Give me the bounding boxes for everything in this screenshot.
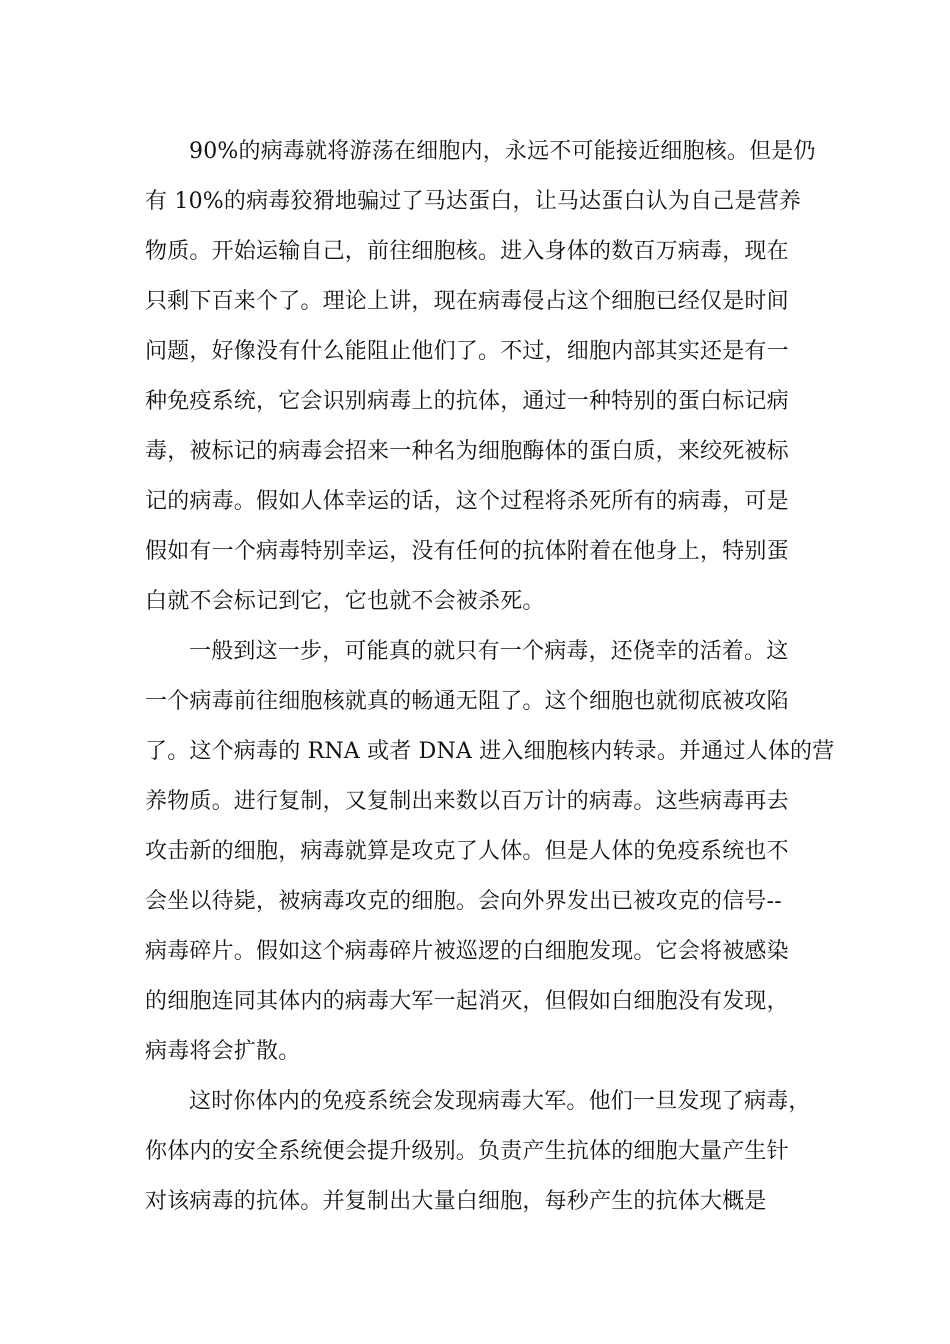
paragraph-2 [145, 633, 835, 1083]
text-line: 养物质。进行复制，又复制出来数以百万计的病毒。这些病毒再去 [145, 789, 789, 814]
text-line: 病毒碎片。假如这个病毒碎片被巡逻的白细胞发现。它会将被感染 [145, 939, 789, 964]
text-line: 种免疫系统，它会识别病毒上的抗体，通过一种特别的蛋白标记病 [145, 389, 789, 414]
text-line: 一个病毒前往细胞核就真的畅通无阻了。这个细胞也就彻底被攻陷 [145, 689, 789, 714]
text-line: 病毒将会扩散。 [145, 1039, 301, 1064]
text-line: 对该病毒的抗体。并复制出大量白细胞，每秒产生的抗体大概是 [145, 1189, 767, 1214]
text-line: 这时你体内的免疫系统会发现病毒大军。他们一旦发现了病毒， [189, 1089, 811, 1114]
text-line: 有 10%的病毒狡猾地骗过了马达蛋白，让马达蛋白认为自己是营养 [145, 189, 802, 214]
text-line: 你体内的安全系统便会提升级别。负责产生抗体的细胞大量产生针 [145, 1139, 789, 1164]
text-line: 毒，被标记的病毒会招来一种名为细胞酶体的蛋白质，来绞死被标 [145, 439, 789, 464]
document-body [145, 133, 835, 1233]
text-line: 90%的病毒就将游荡在细胞内，永远不可能接近细胞核。但是仍 [189, 139, 816, 164]
text-line: 问题，好像没有什么能阻止他们了。不过，细胞内部其实还是有一 [145, 339, 789, 364]
text-line: 了。这个病毒的 RNA 或者 DNA 进入细胞核内转录。并通过人体的营 [145, 739, 835, 764]
text-line: 记的病毒。假如人体幸运的话，这个过程将杀死所有的病毒，可是 [145, 489, 789, 514]
text-line: 攻击新的细胞，病毒就算是攻克了人体。但是人体的免疫系统也不 [145, 839, 789, 864]
text-line: 一般到这一步，可能真的就只有一个病毒，还侥幸的活着。这 [189, 639, 789, 664]
text-line: 只剩下百来个了。理论上讲，现在病毒侵占这个细胞已经仅是时间 [145, 289, 789, 314]
text-line: 白就不会标记到它，它也就不会被杀死。 [145, 589, 545, 614]
paragraph-1 [145, 133, 816, 633]
text-line: 假如有一个病毒特别幸运，没有任何的抗体附着在他身上，特别蛋 [145, 539, 789, 564]
text-line: 物质。开始运输自己，前往细胞核。进入身体的数百万病毒，现在 [145, 239, 789, 264]
text-line: 会坐以待毙，被病毒攻克的细胞。会向外界发出已被攻克的信号-- [145, 889, 782, 914]
paragraph-3 [145, 1083, 810, 1233]
text-line: 的细胞连同其体内的病毒大军一起消灭，但假如白细胞没有发现， [145, 989, 789, 1014]
